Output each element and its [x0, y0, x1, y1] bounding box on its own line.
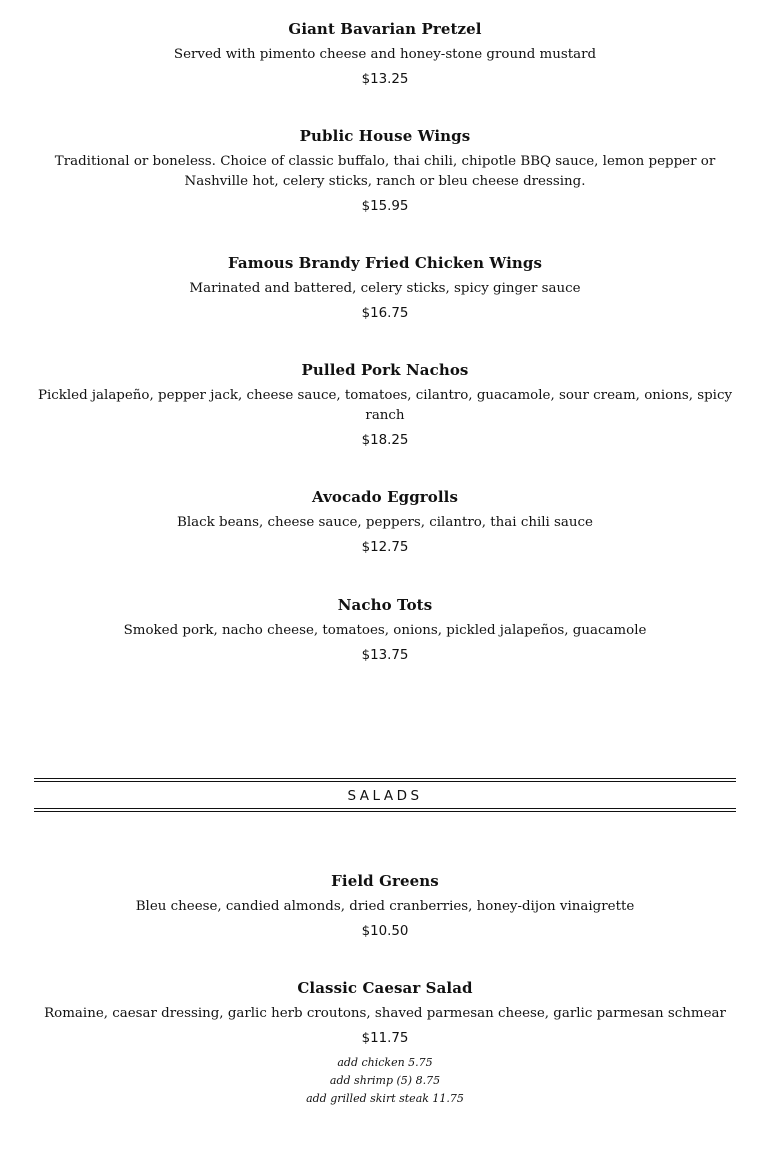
- menu-item-price: $15.95: [361, 199, 409, 214]
- addon-item: add shrimp (5) 8.75: [329, 1074, 441, 1087]
- menu-item-description: Pickled jalapeño, pepper jack, cheese sauce, tomatoes, cilantro, guacamole, sour cream, onions, spicy ranch: [37, 388, 733, 423]
- addon-item: add grilled skirt steak 11.75: [306, 1092, 464, 1105]
- menu-item-price: $11.75: [361, 1031, 409, 1046]
- divider: [34, 811, 736, 812]
- menu-item-avocado-eggrolls: [34, 487, 736, 557]
- salads-section-header: [34, 778, 736, 813]
- section-title: SALADS: [347, 788, 423, 804]
- menu-item-brandy-fried-chicken-wings: [34, 253, 736, 323]
- menu-item-price: $18.25: [361, 433, 409, 448]
- menu-item-price: $12.75: [361, 540, 409, 555]
- menu-item-name: Classic Caesar Salad: [297, 979, 473, 997]
- divider: [34, 781, 736, 782]
- menu-item-name: Public House Wings: [299, 127, 471, 145]
- menu-item-public-house-wings: [34, 126, 736, 216]
- menu-item-field-greens: [34, 871, 736, 941]
- menu-item-giant-bavarian-pretzel: [34, 19, 736, 89]
- menu-item-pulled-pork-nachos: [34, 360, 736, 450]
- addon-list: [34, 1054, 736, 1108]
- menu-item-name: Nacho Tots: [337, 596, 433, 614]
- menu-item-price: $10.50: [361, 924, 409, 939]
- menu-item-description: Served with pimento cheese and honey-stone ground mustard: [173, 47, 597, 62]
- menu-item-name: Pulled Pork Nachos: [301, 361, 469, 379]
- divider: [34, 808, 736, 809]
- menu-item-classic-caesar-salad: [34, 978, 736, 1108]
- menu-item-description: Bleu cheese, candied almonds, dried cranberries, honey-dijon vinaigrette: [135, 899, 635, 914]
- menu-item-name: Giant Bavarian Pretzel: [288, 20, 482, 38]
- menu-item-price: $16.75: [361, 306, 409, 321]
- menu-item-description: Smoked pork, nacho cheese, tomatoes, onions, pickled jalapeños, guacamole: [123, 623, 647, 638]
- menu-item-name: Famous Brandy Fried Chicken Wings: [227, 254, 543, 272]
- menu-item-nacho-tots: [34, 595, 736, 665]
- menu-item-description: Romaine, caesar dressing, garlic herb croutons, shaved parmesan cheese, garlic parmesan schmear: [44, 1006, 726, 1021]
- menu-item-description: Black beans, cheese sauce, peppers, cilantro, thai chili sauce: [177, 515, 593, 530]
- menu-item-name: Field Greens: [331, 872, 439, 890]
- menu-item-description: Traditional or boneless. Choice of classic buffalo, thai chili, chipotle BBQ sauce, lemon pepper or Nashville hot, celery sticks, ranch or bleu cheese dressing.: [54, 154, 716, 189]
- menu-item-name: Avocado Eggrolls: [311, 488, 459, 506]
- addon-item: add chicken 5.75: [337, 1056, 433, 1069]
- menu-item-description: Marinated and battered, celery sticks, spicy ginger sauce: [189, 281, 581, 296]
- menu-item-price: $13.75: [361, 648, 409, 663]
- menu-item-price: $13.25: [361, 72, 409, 87]
- divider: [34, 778, 736, 779]
